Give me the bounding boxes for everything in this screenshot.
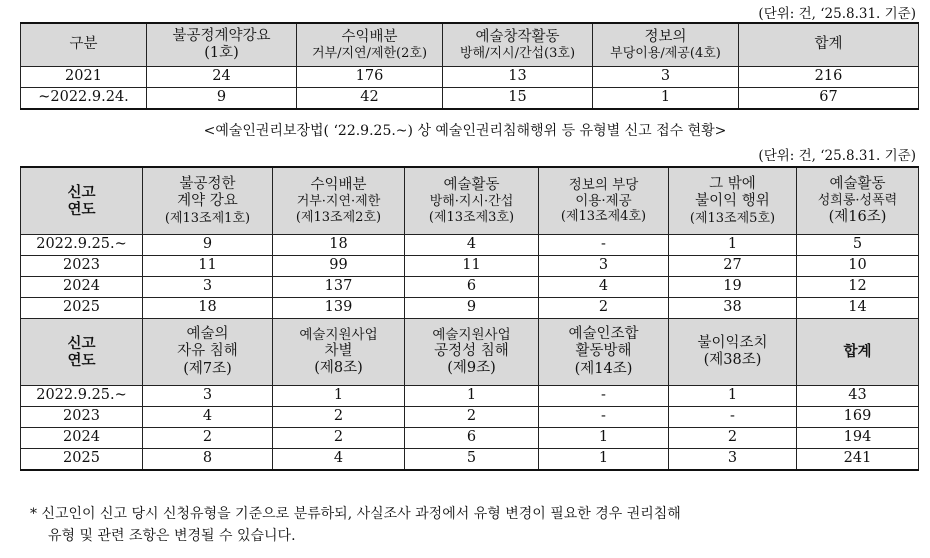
table-cell: - (539, 235, 669, 256)
table-cell: 2022.9.25.~ (21, 235, 143, 256)
table-cell: 2023 (21, 407, 143, 428)
table-cell: - (539, 386, 669, 407)
table-cell: 3 (539, 256, 669, 277)
table-cell: 3 (593, 67, 739, 88)
table-cell: 12 (797, 277, 919, 298)
table-row (21, 88, 919, 110)
table2-header-revenue-distribution: 수익배분 거부·지연·제한 (제13조제2호) (273, 167, 405, 235)
table-cell: 13 (443, 67, 593, 88)
table2-header-freedom-of-art: 예술의 자유 침해 (제7조) (143, 319, 273, 386)
table-cell: 2021 (21, 67, 147, 88)
table-caption: <예술인권리보장법( ‘22.9.25.~) 상 예술인권리침해행위 등 유형별 신고 접수 현황> (203, 123, 727, 139)
table-row (21, 67, 919, 88)
table-cell: 18 (143, 298, 273, 319)
table-row (21, 407, 919, 428)
table-cell: 6 (405, 277, 539, 298)
table-cell: 38 (669, 298, 797, 319)
table-cell: 4 (539, 277, 669, 298)
table-cell: 176 (297, 67, 443, 88)
table-cell: 10 (797, 256, 919, 277)
table-cell: 1 (669, 386, 797, 407)
table-cell: 5 (405, 449, 539, 471)
table-row (21, 298, 919, 319)
table-cell: 2023 (21, 256, 143, 277)
table2-header-other-disadvantage: 그 밖에 불이익 행위 (제13조제5호) (669, 167, 797, 235)
table2-unit-label: (단위: 건, ‘25.8.31. 기준) (758, 148, 916, 164)
table-cell: 8 (143, 449, 273, 471)
table-cell: 1 (669, 235, 797, 256)
table-cell: 139 (273, 298, 405, 319)
table-cell: 4 (143, 407, 273, 428)
table-cell: 2025 (21, 449, 143, 471)
table-row (21, 256, 919, 277)
table-cell: 18 (273, 235, 405, 256)
table2-header-year-b: 신고 연도 (21, 319, 143, 386)
table1-header-row (21, 23, 919, 67)
table1-header-information-misuse: 정보의 부당이용/제공(4호) (593, 23, 739, 67)
table-cell: 6 (405, 428, 539, 449)
table-cell: 169 (797, 407, 919, 428)
table-cell: 3 (669, 449, 797, 471)
table2-header-sexual-harassment: 예술활동 성희롱·성폭력 (제16조) (797, 167, 919, 235)
table2-header-year: 신고 연도 (21, 167, 143, 235)
footnote (30, 504, 910, 547)
table-cell: 67 (739, 88, 919, 110)
table-cell: 43 (797, 386, 919, 407)
table2-header-row-b (21, 319, 919, 386)
report-by-type-table (20, 166, 919, 471)
table2-header-art-interference: 예술활동 방해·지시·간섭 (제13조제3호) (405, 167, 539, 235)
table-row (21, 428, 919, 449)
table-cell: 5 (797, 235, 919, 256)
table-cell: 2 (539, 298, 669, 319)
table-cell: 2 (273, 428, 405, 449)
table-cell: 11 (405, 256, 539, 277)
table-cell: 194 (797, 428, 919, 449)
table-cell: 2024 (21, 428, 143, 449)
table-cell: 14 (797, 298, 919, 319)
table2-header-row-a (21, 167, 919, 235)
table-cell: 9 (147, 88, 297, 110)
table-cell: - (539, 407, 669, 428)
table-row (21, 277, 919, 298)
table2-header-total: 합계 (797, 319, 919, 386)
table-cell: 2 (273, 407, 405, 428)
table-cell: 2 (143, 428, 273, 449)
table2-header-support-discrimination: 예술지원사업 차별 (제8조) (273, 319, 405, 386)
table-row (21, 386, 919, 407)
report-summary-table-2021-2022 (20, 22, 919, 110)
table-cell: 2 (405, 407, 539, 428)
table-cell: 2 (669, 428, 797, 449)
table2-header-adverse-action: 불이익조치 (제38조) (669, 319, 797, 386)
table1-header-unfair-contract: 불공정계약강요 (1호) (147, 23, 297, 67)
table-cell: 1 (593, 88, 739, 110)
table-cell: ~2022.9.24. (21, 88, 147, 110)
table-row (21, 235, 919, 256)
table-cell: 3 (143, 386, 273, 407)
table1-header-category: 구분 (21, 23, 147, 67)
table-cell: 27 (669, 256, 797, 277)
table-cell: 3 (143, 277, 273, 298)
table2-header-information-misuse: 정보의 부당 이용·제공 (제13조제4호) (539, 167, 669, 235)
table1-header-revenue-distribution: 수익배분 거부/지연/제한(2호) (297, 23, 443, 67)
table-cell: 4 (405, 235, 539, 256)
table2-header-support-fairness: 예술지원사업 공정성 침해 (제9조) (405, 319, 539, 386)
table-cell: 15 (443, 88, 593, 110)
table-cell: 1 (405, 386, 539, 407)
footnote-line: * 신고인이 신고 당시 신청유형을 기준으로 분류하되, 사실조사 과정에서 유형 변경이 필요한 경우 권리침해 (30, 506, 681, 522)
table-cell: 19 (669, 277, 797, 298)
table-cell: 2025 (21, 298, 143, 319)
table1-header-total: 합계 (739, 23, 919, 67)
table-cell: 99 (273, 256, 405, 277)
table-cell: 9 (405, 298, 539, 319)
table-cell: 9 (143, 235, 273, 256)
table-cell: 216 (739, 67, 919, 88)
footnote-line: 유형 및 관련 조항은 변경될 수 있습니다. (48, 527, 296, 544)
table-cell: 1 (539, 428, 669, 449)
table-row (21, 449, 919, 471)
table1-header-creative-interference: 예술창작활동 방해/지시/간섭(3호) (443, 23, 593, 67)
table-cell: 42 (297, 88, 443, 110)
table-cell: 11 (143, 256, 273, 277)
table2-header-unfair-contract: 불공정한 계약 강요 (제13조제1호) (143, 167, 273, 235)
table-cell: 241 (797, 449, 919, 471)
table-cell: - (669, 407, 797, 428)
table-cell: 4 (273, 449, 405, 471)
table-cell: 2022.9.25.~ (21, 386, 143, 407)
table2-header-union-interference: 예술인조합 활동방해 (제14조) (539, 319, 669, 386)
table1-unit-label: (단위: 건, ‘25.8.31. 기준) (758, 6, 916, 22)
table-cell: 24 (147, 67, 297, 88)
table-cell: 1 (539, 449, 669, 471)
table-cell: 1 (273, 386, 405, 407)
table-cell: 2024 (21, 277, 143, 298)
table-cell: 137 (273, 277, 405, 298)
